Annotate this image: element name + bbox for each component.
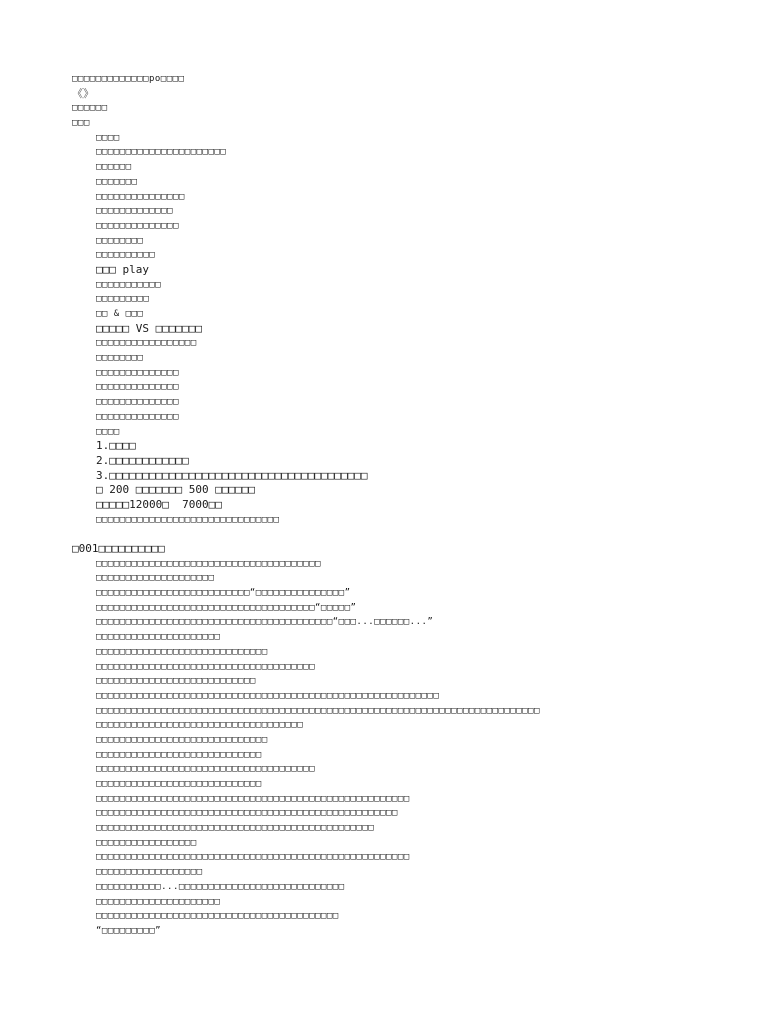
paragraph-line: □□□□□□□□□□□□□□□□□□□□□□□□□□□□□ — [96, 734, 268, 745]
paragraph-line: □□□□□□□□□□□□□□□□□□□□□□□□□□“□□□□□□□□□□□□□□□” — [96, 588, 351, 599]
paragraph-line: □□□□□□□□□□□□□□□□□□□□□□□□□□□□□ — [96, 646, 268, 657]
tag-line: □□□□ — [96, 426, 120, 437]
count-line: □□□□□12000□ 7000□□ — [96, 497, 222, 511]
document-page — [72, 72, 712, 939]
document-title: □□□□□□□□□□□□□po□□□□ — [72, 74, 185, 84]
paragraph-line: □□□□□□□□□□□□□□□□□□□□□□□□□□□□□□□□□□□□□ — [96, 661, 315, 672]
tag-line: □□□□□□□□□□□□□□□□□ — [96, 338, 197, 349]
title-mark: 《》 — [72, 86, 94, 100]
paragraph-line: □□□□□□□□□□□□□□□□□□□□□ — [96, 632, 221, 643]
paragraph-line: □□□□□□□□□□□□□□□□□□ — [96, 867, 203, 878]
paragraph-line: □□□□□□□□□□□...□□□□□□□□□□□□□□□□□□□□□□□□□□□□ — [96, 881, 345, 892]
tag-line: □□□□□□□□□□□□□□ — [96, 411, 179, 422]
paragraph-line: □□□□□□□□□□□□□□□□□□□□□□□□□□□□□□□□□□□□□ — [96, 764, 315, 775]
tag-line: □□□□□□□□□□□ — [96, 279, 162, 290]
paragraph-line: □□□□□□□□□□□□□□□□□□□□ — [96, 573, 215, 584]
numbered-item: 1.□□□□ — [96, 439, 136, 453]
document-subtitle: □□□□□□ — [72, 103, 108, 114]
tag-line: □□□ play — [96, 262, 149, 276]
numbered-item: 3.□□□□□□□□□□□□□□□□□□□□□□□□□□□□□□□□□□□□□□□ — [96, 468, 368, 482]
tag-line: □□□□□□□□□□□□□□ — [96, 220, 179, 231]
tag-line: □□□□□□□□□□□□□□ — [96, 367, 179, 378]
tag-line: □□□□□□□□ — [96, 353, 144, 364]
tag-list — [72, 131, 712, 528]
paragraph-line: □□□□□□□□□□□□□□□□□□□□□□□□□□□□□□□□□□□□□□□□“□□□...□□□□□□...” — [96, 617, 434, 628]
tag-line: □□□□□□□□□ — [96, 294, 150, 305]
tag-line: □□□□□□□□□□□□□□□□□□□□□□ — [96, 147, 227, 158]
tag-line: □□□□□□□□□□□□□□ — [96, 382, 179, 393]
chapter-heading: □001□□□□□□□□□□ — [72, 542, 165, 555]
paragraph-line: □□□□□□□□□□□□□□□□□□□□□□□□□□□□□□□□□□□□□□□□□□□□□□□□□□□□□□□□□□□□□□□□□□□□□□□□□□□ — [96, 705, 540, 716]
price-line: □ 200 □□□□□□□ 500 □□□□□□ — [96, 483, 255, 497]
tag-line: □□□□ — [96, 132, 120, 143]
tag-line: □□□□□□□□□□□□□□ — [96, 397, 179, 408]
paragraph-line: “□□□□□□□□□” — [96, 925, 162, 936]
tag-line: □□□□□□□□□□□□□□□□□□□□□□□□□□□□□□□ — [96, 514, 280, 525]
paragraph-line: □□□□□□□□□□□□□□□□□□□□□□□□□□□ — [96, 676, 256, 687]
paragraph-line: □□□□□□□□□□□□□□□□□□□□□□□□□□□□□□□□□□□□□□□□□□□□□□□□□□□ — [96, 808, 398, 819]
paragraph-line: □□□□□□□□□□□□□□□□□□□□□□□□□□□□□□□□□□□□□□□□□□□□□□□□□□□□□ — [96, 793, 410, 804]
tag-line: □□□□□ VS □□□□□□□ — [96, 321, 202, 335]
tag-line: □□□□□□□□ — [96, 235, 144, 246]
paragraph-line: □□□□□□□□□□□□□□□□□□□□□□□□□□□□□□□□□□□□□“□□□□□” — [96, 602, 357, 613]
numbered-item: 2.□□□□□□□□□□□□ — [96, 453, 189, 467]
chapter-body — [72, 557, 712, 939]
tag-line: □□□□□□ — [96, 162, 132, 173]
paragraph-line: □□□□□□□□□□□□□□□□□□□□□□□□□□□□□□□□□□□ — [96, 720, 304, 731]
tag-line: □□□□□□□□□□□□□□□ — [96, 191, 185, 202]
tag-line: □□ & □□□ — [96, 309, 144, 319]
paragraph-line: □□□□□□□□□□□□□□□□□□□□□ — [96, 896, 221, 907]
tag-line: □□□□□□□□□□□□□ — [96, 206, 173, 217]
paragraph-line: □□□□□□□□□□□□□□□□□□□□□□□□□□□□ — [96, 749, 262, 760]
tag-line: □□□□□□□ — [96, 176, 138, 187]
paragraph-line: □□□□□□□□□□□□□□□□□ — [96, 837, 197, 848]
paragraph-line: □□□□□□□□□□□□□□□□□□□□□□□□□□□□□□□□□□□□□□□□□□□□□□□□□□□□□ — [96, 852, 410, 863]
tag-line: □□□□□□□□□□ — [96, 250, 156, 261]
paragraph-line: □□□□□□□□□□□□□□□□□□□□□□□□□□□□□□□□□□□□□□□□□ — [96, 911, 339, 922]
paragraph-line: □□□□□□□□□□□□□□□□□□□□□□□□□□□□ — [96, 779, 262, 789]
paragraph-line: □□□□□□□□□□□□□□□□□□□□□□□□□□□□□□□□□□□□□□□□□□□□□□□ — [96, 823, 375, 834]
section-label: □□□ — [72, 118, 90, 129]
paragraph-line: □□□□□□□□□□□□□□□□□□□□□□□□□□□□□□□□□□□□□□ — [96, 558, 321, 569]
paragraph-line: □□□□□□□□□□□□□□□□□□□□□□□□□□□□□□□□□□□□□□□□□□□□□□□□□□□□□□□□□□ — [96, 690, 440, 701]
spacer — [72, 527, 712, 542]
